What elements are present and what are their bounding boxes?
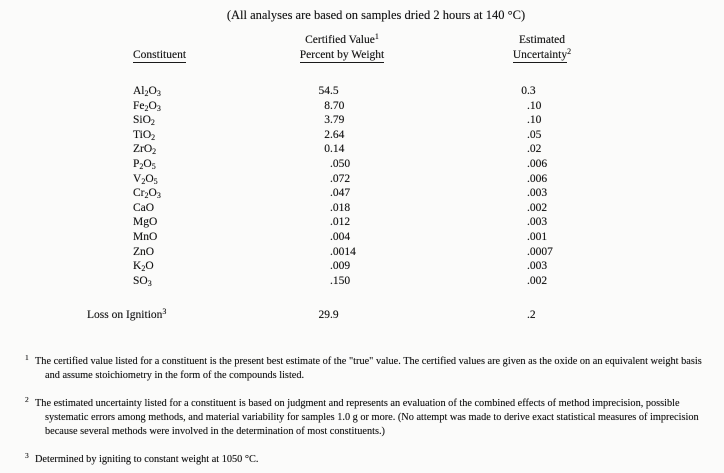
row-constituent: Loss on Ignition$^3$ bbox=[87, 306, 167, 322]
analysis-table-body bbox=[0, 84, 724, 288]
row-constituent: MnO bbox=[133, 230, 158, 243]
row-certified-value: .018 bbox=[330, 201, 351, 214]
loss-on-ignition-row bbox=[0, 308, 724, 323]
row-certified-value: .012 bbox=[330, 216, 351, 229]
row-constituent: ZnO bbox=[133, 245, 155, 258]
table-row bbox=[0, 230, 724, 245]
footnote: $^1$ The certified value listed for a constituent is the present best estimate of the "true" value. The certified values are given as the oxide on an equivalent weight basis and assume stoichiometry in the form of the compounds listed. bbox=[25, 352, 702, 381]
row-uncertainty: .002 bbox=[527, 274, 548, 287]
table-row bbox=[0, 157, 724, 172]
percent-by-weight-label: Percent by Weight bbox=[299, 49, 385, 61]
row-constituent: $SO_3$ bbox=[133, 274, 152, 288]
row-certified-value: .050 bbox=[330, 157, 351, 170]
row-uncertainty: .001 bbox=[527, 230, 548, 243]
row-certified-value: 8 .70 bbox=[324, 99, 345, 112]
table-row bbox=[0, 201, 724, 216]
footnote-text: The certified value listed for a constituent is the present best estimate of the "true" value. The certified values are given as the oxide on an equivalent weight basis and assume stoichiometry in the form of the compounds listed. bbox=[35, 355, 702, 381]
row-constituent: MgO bbox=[133, 216, 158, 229]
table-row bbox=[0, 84, 724, 99]
row-constituent: $Cr_2O_3$ bbox=[133, 187, 161, 201]
row-certified-value: .150 bbox=[330, 274, 351, 287]
page-title: (All analyses are based on samples dried 2 hours at 140 °C) bbox=[226, 8, 526, 22]
row-certified-value: .047 bbox=[330, 187, 351, 200]
certified-value-label: Certified Value$^1$ bbox=[305, 31, 379, 46]
row-uncertainty: .003 bbox=[527, 260, 548, 273]
table-row bbox=[0, 215, 724, 230]
estimated-label: Estimated bbox=[519, 34, 565, 46]
table-row bbox=[0, 172, 724, 187]
footnote-text: Determined by igniting to constant weight at 1050 °C. bbox=[35, 453, 259, 465]
row-constituent: $K_2O$ bbox=[133, 260, 154, 274]
row-certified-value: .072 bbox=[330, 172, 351, 185]
row-uncertainty: .10 bbox=[527, 99, 542, 112]
column-header-constituent bbox=[87, 48, 287, 63]
row-certified-value: 2 .64 bbox=[324, 128, 345, 141]
row-certified-value: 29 .9 bbox=[318, 309, 339, 322]
table-row bbox=[0, 245, 724, 260]
row-constituent: TiO$_2$ bbox=[133, 128, 156, 142]
row-constituent: CaO bbox=[133, 201, 155, 214]
table-row bbox=[0, 259, 724, 274]
row-constituent: $P_2O_5$ bbox=[133, 157, 156, 171]
table-row bbox=[0, 142, 724, 157]
column-header-certified-value bbox=[287, 33, 397, 63]
row-certified-value: .0014 bbox=[330, 245, 356, 258]
row-uncertainty: .003 bbox=[527, 187, 548, 200]
row-uncertainty: .02 bbox=[527, 143, 542, 156]
row-certified-value: .004 bbox=[330, 230, 351, 243]
constituent-label: Constituent bbox=[133, 49, 187, 61]
row-uncertainty: .006 bbox=[527, 157, 548, 170]
row-certified-value: 54 .5 bbox=[318, 85, 339, 97]
table-row bbox=[0, 186, 724, 201]
row-uncertainty: .05 bbox=[527, 128, 542, 141]
table-row bbox=[0, 128, 724, 143]
footnote: $^2$ The estimated uncertainty listed for a constituent is based on judgment and represents an evaluation of the combined effects of method imprecision, possible systematic errors among methods, and material variability for samples 1.0 g or more. (No attempt was made to derive exact statistical measures of imprecision because several methods were involved in the determination of most constituents.) bbox=[25, 394, 699, 437]
row-constituent: $Al_2O_3$ bbox=[133, 85, 161, 98]
row-certified-value: 3 .79 bbox=[324, 114, 345, 127]
row-certified-value: .009 bbox=[330, 260, 351, 273]
row-uncertainty: .2 bbox=[527, 309, 536, 322]
footnotes bbox=[25, 352, 707, 467]
row-constituent: SiO$_2$ bbox=[133, 114, 155, 128]
row-certified-value: 0 .14 bbox=[324, 143, 345, 156]
footnote-text: The estimated uncertainty listed for a constituent is based on judgment and represents an evaluation of the combined effects of method imprecision, possible systematic errors among methods, and material variability for samples 1.0 g or more. (No attempt was made to derive exact statistical measures of imprecision because several methods were involved in the determination of most constituents.) bbox=[35, 397, 699, 437]
row-constituent: ZrO$_2$ bbox=[133, 143, 157, 157]
uncertainty-label: Uncertainty$^2$ bbox=[512, 46, 572, 61]
row-uncertainty: .002 bbox=[527, 201, 548, 214]
column-header-uncertainty bbox=[487, 33, 597, 63]
row-uncertainty: .0007 bbox=[527, 245, 553, 258]
footnote: $^3$ Determined by igniting to constant weight at 1050 °C. bbox=[25, 450, 259, 465]
row-constituent: $Fe_2O_3$ bbox=[133, 99, 161, 113]
row-constituent: $V_2O_5$ bbox=[133, 172, 158, 186]
row-uncertainty: .003 bbox=[527, 216, 548, 229]
table-header bbox=[0, 33, 724, 63]
table-row bbox=[0, 113, 724, 128]
row-uncertainty: .006 bbox=[527, 172, 548, 185]
table-row bbox=[0, 274, 724, 289]
row-uncertainty: 0 .3 bbox=[521, 85, 536, 97]
table-row bbox=[0, 99, 724, 114]
row-uncertainty: .10 bbox=[527, 114, 542, 127]
